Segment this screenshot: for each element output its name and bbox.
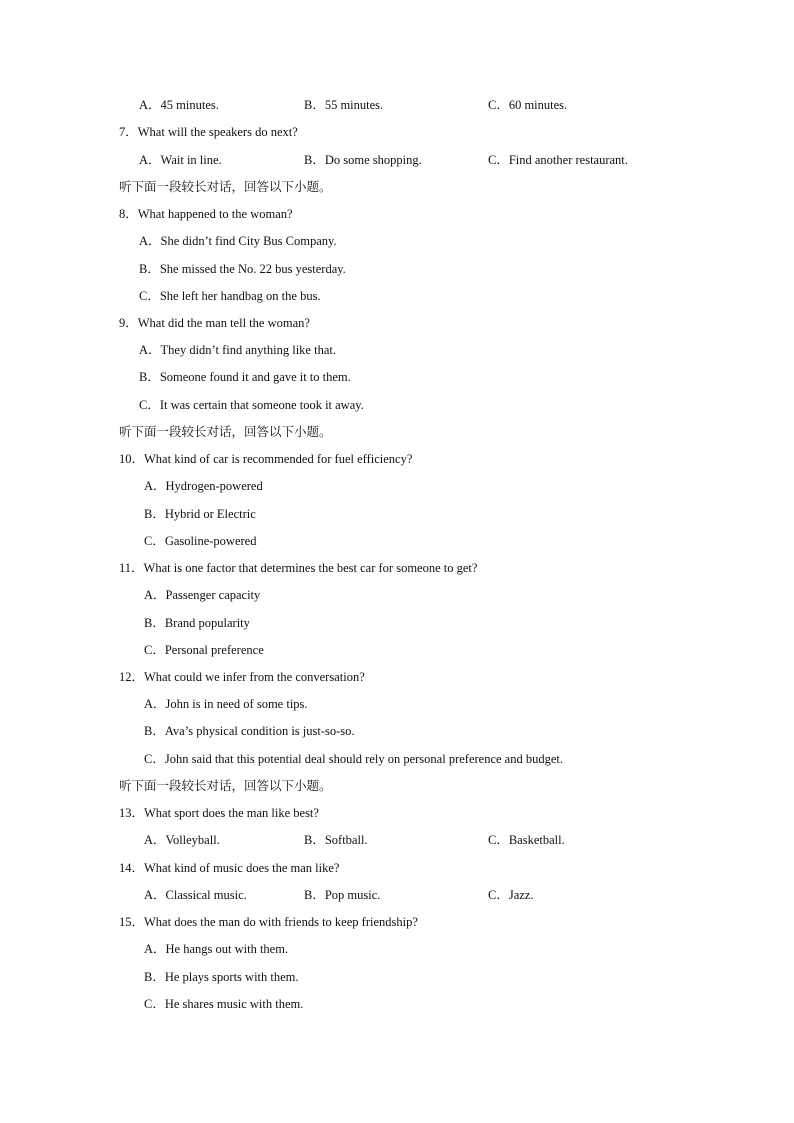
q15-option-b: B．He plays sports with them.: [144, 970, 299, 984]
question-7: 7．What will the speakers do next?: [119, 125, 298, 139]
question-9: 9．What did the man tell the woman?: [119, 316, 310, 330]
q7-option-c: C．Find another restaurant.: [488, 153, 628, 167]
q14-option-a: A．Classical music.: [144, 888, 247, 902]
q8-option-a: A．She didn’t find City Bus Company.: [139, 234, 337, 248]
question-10: 10．What kind of car is recommended for fuel efficiency?: [119, 452, 413, 466]
section-heading-3: 听下面一段较长对话，回答以下小题。: [119, 778, 332, 793]
q10-option-c: C．Gasoline-powered: [144, 534, 257, 548]
q13-option-b: B．Softball.: [304, 833, 368, 847]
q6-option-b: B．55 minutes.: [304, 98, 384, 112]
q13-option-c: C．Basketball.: [488, 833, 565, 847]
question-12: 12．What could we infer from the conversation?: [119, 670, 365, 684]
q11-option-b: B．Brand popularity: [144, 616, 250, 630]
q8-option-b: B．She missed the No. 22 bus yesterday.: [139, 262, 346, 276]
q9-option-c: C．It was certain that someone took it away.: [139, 398, 364, 412]
q11-option-c: C．Personal preference: [144, 643, 264, 657]
q12-option-a: A．John is in need of some tips.: [144, 697, 308, 711]
q10-option-b: B．Hybrid or Electric: [144, 507, 256, 521]
q14-option-b: B．Pop music.: [304, 888, 381, 902]
question-11: 11．What is one factor that determines the best car for someone to get?: [119, 561, 478, 575]
q15-option-c: C．He shares music with them.: [144, 997, 304, 1011]
q11-option-a: A．Passenger capacity: [144, 588, 261, 602]
q15-option-a: A．He hangs out with them.: [144, 942, 289, 956]
q8-option-c: C．She left her handbag on the bus.: [139, 289, 321, 303]
question-8: 8．What happened to the woman?: [119, 207, 293, 221]
q12-option-c: C．John said that this potential deal should rely on personal preference and budget.: [144, 752, 563, 766]
q13-option-a: A．Volleyball.: [144, 833, 220, 847]
q14-option-c: C．Jazz.: [488, 888, 534, 902]
q9-option-a: A．They didn’t find anything like that.: [139, 343, 336, 357]
q7-option-a: A．Wait in line.: [139, 153, 222, 167]
q6-option-c: C．60 minutes.: [488, 98, 568, 112]
q7-option-b: B．Do some shopping.: [304, 153, 422, 167]
question-14: 14．What kind of music does the man like?: [119, 861, 340, 875]
question-13: 13．What sport does the man like best?: [119, 806, 319, 820]
section-heading-1: 听下面一段较长对话，回答以下小题。: [119, 179, 332, 194]
q6-option-a: A．45 minutes.: [139, 98, 219, 112]
q12-option-b: B．Ava’s physical condition is just-so-so.: [144, 724, 355, 738]
section-heading-2: 听下面一段较长对话，回答以下小题。: [119, 424, 332, 439]
q10-option-a: A．Hydrogen-powered: [144, 479, 263, 493]
question-15: 15．What does the man do with friends to keep friendship?: [119, 915, 418, 929]
q9-option-b: B．Someone found it and gave it to them.: [139, 370, 351, 384]
